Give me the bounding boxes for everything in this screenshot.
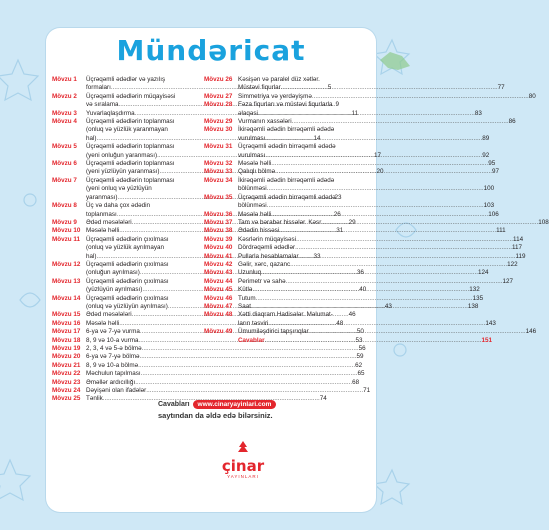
contents-entry <box>204 294 484 303</box>
topic-label: Mövzu 19 <box>52 345 81 352</box>
topic-title: (onluq və yüzlük ayrılmayan <box>86 244 165 252</box>
leader-dots <box>267 202 484 210</box>
leader-dots <box>140 353 357 361</box>
page-number: 80 <box>528 92 536 100</box>
leader-dots <box>312 93 529 101</box>
leader-dots <box>321 219 538 227</box>
topic-label: Mövzu 7 <box>52 176 77 184</box>
leader-dots <box>271 160 488 168</box>
topic-title: Perimetr və sahə <box>238 277 286 285</box>
topic-title: bölünməsi <box>238 185 267 193</box>
topic-label: Mövzu 34 <box>204 176 233 184</box>
topic-title: Tam və bərabər hissələr. Kəsr <box>238 218 322 226</box>
contents-entry <box>204 252 526 261</box>
page-number: 127 <box>502 277 514 285</box>
topic-title: (yeni onluğun yaranması) <box>86 151 158 159</box>
page-number: 33 <box>313 252 321 260</box>
topic-title: Üçrəqəmli ədədin birrəqəmli ədədə <box>238 193 336 201</box>
topic-label: Mövzu 24 <box>52 387 81 395</box>
topic-label: Mövzu 25 <box>52 395 81 403</box>
leader-dots <box>256 295 473 303</box>
contents-entry <box>204 277 514 286</box>
topic-label: Mövzu 1 <box>52 76 77 83</box>
topic-label: Mövzu 22 <box>52 370 81 378</box>
logo-subtitle: YAYINLARI <box>227 474 259 479</box>
topic-title: Kəsişən və paralel düz xətlər. <box>238 76 320 83</box>
topic-label: Mövzu 45 <box>204 286 233 294</box>
contents-entry <box>204 176 495 194</box>
topic-title: bölünməsi <box>238 202 267 210</box>
topic-title: İkirəqəmli ədədin birrəqəmli ədədə <box>238 126 335 134</box>
contents-entry <box>204 235 524 244</box>
page-number: 95 <box>488 160 496 168</box>
topic-title: Ədəd məsələləri <box>86 311 132 319</box>
topic-title: Kəsrlərin müqayisəsi <box>238 235 297 243</box>
page-number: 46 <box>348 311 356 319</box>
topic-title: vurulması <box>238 134 266 142</box>
topic-title: Uzunluq <box>238 269 262 277</box>
answers-banner-text: saytından da əldə edə bilərsiniz. <box>158 411 273 420</box>
topic-label: Mövzu 29 <box>204 118 233 126</box>
page-number: 108 <box>538 218 549 226</box>
leader-dots <box>296 236 513 244</box>
topic-title: Məsələ həlli <box>86 227 120 235</box>
topic-label: Mövzu 26 <box>204 76 233 83</box>
topic-title: (onluq və yüzlüyün ayrılması) <box>86 302 168 310</box>
answers-banner <box>158 400 326 420</box>
topic-label: Mövzu 2 <box>52 92 77 100</box>
topic-label: Mövzu 13 <box>52 277 81 285</box>
topic-title: Dəyişəni olan ifadələr <box>86 387 147 395</box>
topic-label: Mövzu 18 <box>52 336 81 344</box>
page-number: 23 <box>334 193 342 201</box>
page-number: 9 <box>335 101 339 109</box>
contents-entry <box>204 227 506 235</box>
topic-label: Mövzu 39 <box>204 235 233 243</box>
topic-title: Kütlə <box>238 286 253 294</box>
topic-label: Mövzu 32 <box>204 160 233 168</box>
topic-title: ların təsviri <box>238 319 269 327</box>
page-number: 50 <box>356 328 364 336</box>
topic-label: Mövzu 3 <box>52 109 77 117</box>
page-number: 117 <box>512 244 523 252</box>
publisher-logo <box>218 440 268 479</box>
leader-dots <box>275 168 492 176</box>
topic-label: Mövzu 27 <box>204 92 233 100</box>
topic-label: Mövzu 9 <box>52 218 77 226</box>
topic-title: Üçrəqəmli ədədlər və yazılış <box>86 76 166 83</box>
topic-label: Mövzu 12 <box>52 260 81 268</box>
contents-entry <box>52 387 371 395</box>
topic-label: Mövzu 36 <box>204 210 233 218</box>
topic-label: Mövzu 37 <box>204 218 233 226</box>
topic-label: Mövzu 4 <box>52 118 77 126</box>
topic-title: hal) <box>86 252 97 260</box>
topic-title: Üçrəqəmli ədədlərin toplanması <box>86 176 175 184</box>
contents-entry <box>204 193 495 211</box>
topic-label: Mövzu 17 <box>52 328 81 336</box>
page-number: 89 <box>482 134 490 142</box>
page-number: 17 <box>374 151 382 159</box>
page-number: 65 <box>357 370 365 378</box>
topic-label: Mövzu 31 <box>204 143 233 151</box>
logo-name: çinar <box>221 457 265 475</box>
leader-dots <box>258 110 475 118</box>
topic-label: Mövzu 20 <box>52 353 81 361</box>
topic-title: vurulması <box>238 151 266 159</box>
contents-entry <box>52 353 364 361</box>
contents-entry <box>204 244 523 252</box>
topic-title: Cavablar <box>238 336 265 344</box>
leader-dots <box>299 253 516 261</box>
topic-title: Dördrəqəmli ədədlər <box>238 244 296 252</box>
leader-dots <box>271 211 488 219</box>
topic-title: (onluq və yüzlük yaranmayan <box>86 126 168 134</box>
topic-title: 6-ya və 7-yə vurma <box>86 328 140 336</box>
topic-title: Tutum <box>238 294 256 302</box>
page-number: 146 <box>525 328 537 336</box>
page-number: 122 <box>507 260 518 268</box>
topic-title: 6-ya və 7-yə bölmə <box>86 353 140 361</box>
page-number: 43 <box>384 302 392 310</box>
logo-mark-icon <box>233 440 253 454</box>
page-title: Mündəricat <box>116 34 306 67</box>
page-number: 29 <box>348 218 356 226</box>
leader-dots <box>261 269 478 277</box>
page-number: 48 <box>336 319 344 327</box>
topic-title: Müstəvi fiqurlar <box>238 84 281 92</box>
topic-title: Üçrəqəmli ədədlərin çıxılması <box>86 260 169 268</box>
contents-entry <box>204 328 537 336</box>
page-number: 92 <box>482 151 490 159</box>
topic-label: Mövzu 47 <box>204 302 233 310</box>
answers-banner-lead: Cavabları <box>158 401 190 408</box>
topic-label: Mövzu 33 <box>204 168 233 176</box>
page-number: 132 <box>469 286 480 294</box>
topic-title: Üçrəqəmli ədədlərin çıxılması <box>86 235 169 243</box>
page-number: 40 <box>359 286 367 294</box>
topic-title: Üçrəqəmli ədədlərin çıxılması <box>86 294 169 302</box>
topic-title: Qalıqlı bölmə <box>238 168 276 176</box>
page-number: 97 <box>492 168 500 176</box>
contents-entry <box>204 160 496 168</box>
leader-dots <box>142 345 359 353</box>
topic-title: Üçrəqəmli ədədlərin toplanması <box>86 118 175 126</box>
page-number: 68 <box>352 378 360 386</box>
contents-entry <box>204 126 490 143</box>
topic-label: Mövzu 30 <box>204 126 233 134</box>
topic-title: Pullarla hesablamalar <box>238 252 299 260</box>
leader-dots <box>265 337 482 345</box>
page-number: 56 <box>358 345 366 352</box>
leader-dots <box>141 370 358 378</box>
topic-title: Üçrəqəmli ədədlərin toplanması <box>86 143 175 151</box>
page-number: 36 <box>356 269 364 277</box>
contents-entry <box>52 361 363 370</box>
topic-label: Mövzu 41 <box>204 252 233 260</box>
leader-dots <box>251 303 468 311</box>
leader-dots <box>279 227 496 235</box>
topic-label: Mövzu 23 <box>52 378 81 386</box>
contents-entry <box>204 269 489 277</box>
topic-title: formaları <box>86 84 111 92</box>
page-number: 31 <box>336 227 344 235</box>
topic-label: Mövzu 11 <box>52 235 80 243</box>
topic-title: Məsələ həlli <box>238 160 272 168</box>
topic-label: Mövzu 28 <box>204 101 233 109</box>
topic-label: Mövzu 48 <box>204 311 233 319</box>
page-number: 86 <box>508 118 516 126</box>
page-number: 111 <box>496 227 506 235</box>
contents-entry <box>204 101 482 118</box>
page-number: 138 <box>467 302 479 310</box>
page-number: 26 <box>333 210 341 218</box>
topic-title: Əməllər ardıcıllığı <box>86 378 136 386</box>
topic-label: Mövzu 14 <box>52 294 81 302</box>
page-number: 114 <box>513 235 524 243</box>
page-number: 135 <box>472 294 484 302</box>
leader-dots <box>146 387 363 395</box>
topic-label: Mövzu 21 <box>52 361 81 369</box>
page-number: 14 <box>313 134 321 142</box>
topic-label: Mövzu 10 <box>52 227 81 235</box>
topic-title: yaranması) <box>86 193 118 201</box>
topic-title: İkirəqəmli ədədin birrəqəmli ədədə <box>238 176 335 184</box>
topic-title: (onluğun ayrılması) <box>86 269 140 277</box>
page-number: 143 <box>485 319 496 327</box>
topic-label: Mövzu 5 <box>52 143 77 151</box>
topic-title: Üçrəqəmli ədədlərin toplanması <box>86 160 175 168</box>
leader-dots <box>252 286 469 294</box>
topic-title: 8, 9 və 10-a vurma <box>86 336 139 344</box>
topic-label: Mövzu 8 <box>52 202 77 210</box>
topic-title: Xətti diaqram.Hadisələr. Məlumat- <box>238 311 333 319</box>
topic-label: Mövzu 16 <box>52 319 81 327</box>
topic-title: Məsələ həlli <box>86 319 120 327</box>
leader-dots <box>290 261 507 269</box>
topic-label: Mövzu 35 <box>204 193 233 201</box>
page-number: 100 <box>483 185 495 193</box>
page-number: 106 <box>488 210 499 218</box>
leader-dots <box>138 362 355 370</box>
topic-label: Mövzu 6 <box>52 160 77 168</box>
topic-label: Mövzu 38 <box>204 227 233 235</box>
website-link[interactable]: www.cinaryayinlari.com <box>193 400 277 409</box>
leader-dots <box>265 135 482 143</box>
topic-label: Mövzu 46 <box>204 294 233 302</box>
topic-title: Üçrəqəmli ədədin birrəqəmli ədədə <box>238 143 336 151</box>
topic-label <box>204 337 238 345</box>
page-number: 103 <box>483 202 495 210</box>
contents-entry <box>204 336 493 345</box>
topic-title: Fəza fiqurları və müstəvi fiqurlarla <box>238 101 333 109</box>
contents-entry <box>52 378 360 387</box>
contents-entry <box>204 260 518 269</box>
topic-title: (yüzlüyün ayrılması) <box>86 286 143 294</box>
page-number: 59 <box>356 353 364 361</box>
page-number: 20 <box>376 168 384 176</box>
topic-title: Üçrəqəmli ədədlərin müqayisəsi <box>86 92 176 100</box>
topic-title: əlaqəsi <box>238 109 258 117</box>
topic-label: Mövzu 40 <box>204 244 233 252</box>
topic-title: və sıralama <box>86 101 119 109</box>
page-number: 83 <box>474 109 482 117</box>
contents-entry <box>204 311 496 328</box>
leader-dots <box>135 379 352 387</box>
page-number: 71 <box>363 387 371 395</box>
page-number: 74 <box>319 395 327 403</box>
topic-label: Mövzu 49 <box>204 328 233 336</box>
leader-dots <box>265 152 482 160</box>
topic-label: Mövzu 15 <box>52 311 81 319</box>
leader-dots <box>286 278 503 286</box>
contents-entry <box>204 92 536 101</box>
contents-entry <box>52 370 365 378</box>
page-number: 77 <box>497 84 505 92</box>
contents-entry <box>204 218 549 227</box>
topic-title: Üç və daha çox ədədin <box>86 202 151 210</box>
topic-title: Vurmanın xassələri <box>238 118 292 126</box>
topic-title: Gəlir, xərc, qazanc <box>238 260 291 268</box>
topic-label: Mövzu 42 <box>204 260 233 268</box>
topic-title: 8, 9 və 10-a bölmə <box>86 361 139 369</box>
leader-dots <box>295 244 512 252</box>
topic-label: Mövzu 43 <box>204 269 233 277</box>
topic-title: Tənlik <box>86 395 103 403</box>
topic-title: (yeni onluq və yüzlüyün <box>86 185 152 193</box>
contents-entry <box>204 76 505 93</box>
leader-dots <box>267 185 484 193</box>
topic-title: hal) <box>86 134 97 142</box>
contents-entry <box>204 286 480 294</box>
contents-entry <box>204 210 499 219</box>
topic-title: Yuvarlaqlaşdırma <box>86 109 135 117</box>
topic-title: Ədədin hissəsi <box>238 227 280 235</box>
topic-title: Məsələ həlli <box>238 210 272 218</box>
leader-dots <box>268 320 485 328</box>
topic-title: Simmetriya və yerdəyişmə <box>238 92 312 100</box>
page-number: 119 <box>515 252 526 260</box>
leader-dots <box>281 84 498 92</box>
topic-title: Saat <box>238 302 251 310</box>
topic-title: 2, 3, 4 və 5-ə bölmə <box>86 345 142 352</box>
topic-title: Ədəd məsələləri <box>86 218 132 226</box>
page-number: 62 <box>355 361 363 369</box>
page-number: 11 <box>351 109 359 117</box>
page-number: 124 <box>478 269 489 277</box>
page-number: 151 <box>481 336 493 344</box>
topic-title: Məchulun tapılması <box>86 370 141 378</box>
page-number: 5 <box>327 84 332 92</box>
leader-dots <box>309 328 526 336</box>
contents-entry <box>52 345 366 353</box>
topic-title: toplanması <box>86 210 117 218</box>
contents-page <box>46 28 549 512</box>
topic-label: Mövzu 44 <box>204 277 233 285</box>
page-number: 53 <box>355 336 363 344</box>
topic-title: (yeni yüzlüyün yaranması) <box>86 168 160 176</box>
topic-title: Üçrəqəmli ədədlərin çıxılması <box>86 277 169 285</box>
topic-title: Ümumiləşdirici tapşırıqlar <box>238 328 309 336</box>
